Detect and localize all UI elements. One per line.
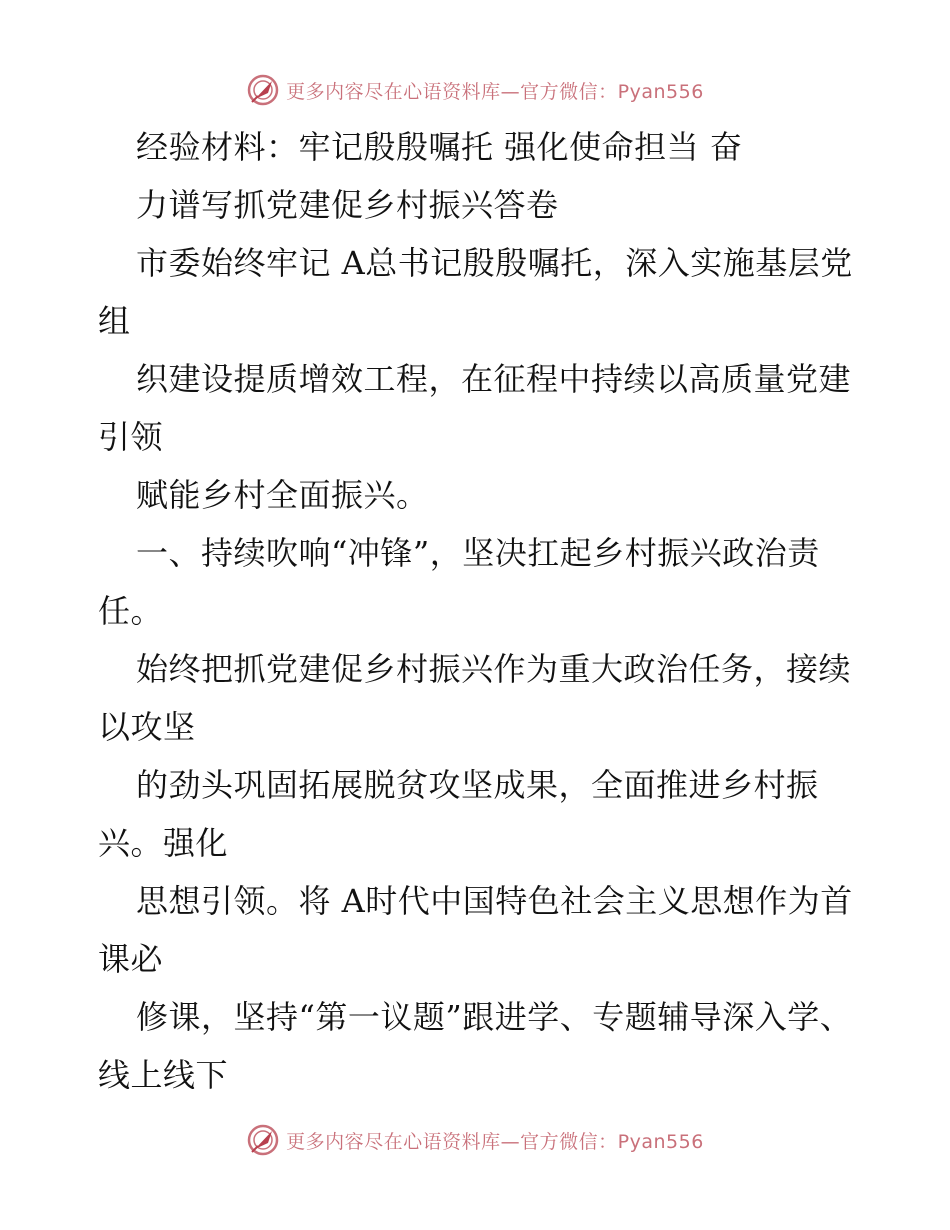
- watermark-text: 更多内容尽在心语资料库—官方微信：Pyan556: [286, 80, 704, 103]
- paragraph-line: 市委始终牢记 A总书记殷殷嘱托，深入实施基层党组: [98, 244, 853, 340]
- quill-pen-circle-icon: [246, 1123, 280, 1157]
- document-title-line-2: 力谱写抓党建促乡村振兴答卷: [136, 186, 559, 224]
- quill-pen-circle-icon: [246, 73, 280, 107]
- watermark-text: 更多内容尽在心语资料库—官方微信：Pyan556: [286, 1130, 704, 1153]
- paragraph-line: 始终把抓党建促乡村振兴作为重大政治任务，接续以攻坚: [98, 650, 852, 746]
- paragraph-line: 修课，坚持“第一议题”跟进学、专题辅导深入学、线上线下: [98, 998, 853, 1094]
- paragraph-line: 赋能乡村全面振兴。: [136, 476, 429, 514]
- paragraph-line: 思想引领。将 A时代中国特色社会主义思想作为首课必: [98, 882, 853, 978]
- paragraph-line: 织建设提质增效工程，在征程中持续以高质量党建引领: [98, 360, 852, 456]
- paragraph-line: 的劲头巩固拓展脱贫攻坚成果，全面推进乡村振兴。强化: [98, 766, 819, 862]
- section-heading: 一、持续吹响“冲锋”，坚决扛起乡村振兴政治责任。: [98, 534, 820, 630]
- document-title-line-1: 经验材料：牢记殷殷嘱托 强化使命担当 奋: [136, 128, 743, 166]
- header-watermark: [0, 70, 950, 110]
- document-body: [98, 118, 858, 1104]
- footer-watermark: [0, 1120, 950, 1160]
